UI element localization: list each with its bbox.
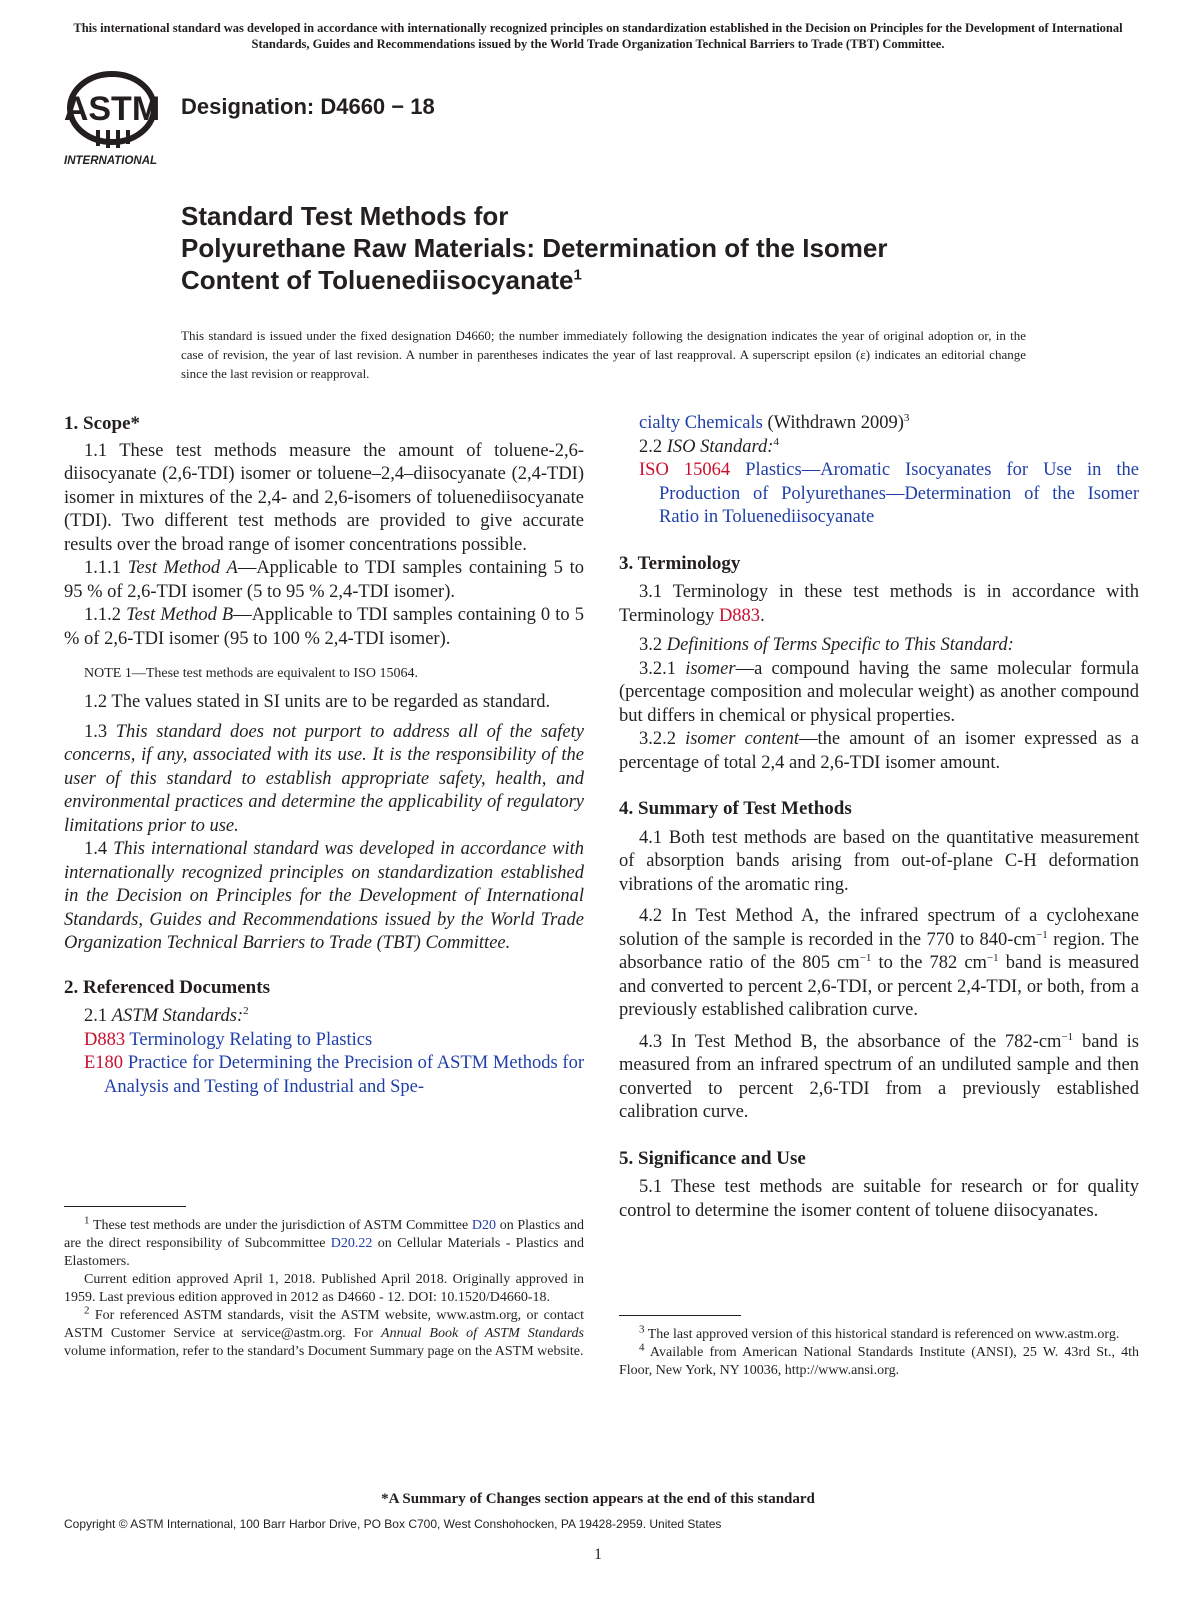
para-num: 3.2.1 <box>639 658 676 679</box>
para-num: 1.4 <box>84 839 108 859</box>
reference-e180-continued <box>619 412 1139 436</box>
para-text: to the 782 cm <box>878 953 987 973</box>
paragraph-5-1: 5.1 These test methods are suitable for research or for quality control to determine the isomer content of toluene diisocyanates. <box>619 1177 1139 1221</box>
footnote-text: volume information, refer to the standard’s Document Summary page on the ASTM website. <box>64 1344 584 1359</box>
logo-subtext: INTERNATIONAL <box>64 155 158 167</box>
top-notice: This international standard was developed in accordance with internationally recognized principles on standardization established in the Decision on Principles for the Development of International Standards, Guides and Recommendations issued by the World Trade Organization Technical Barriers to Trade (TBT) Committee. <box>73 21 1123 51</box>
paragraph-2-2 <box>619 436 1139 460</box>
para-italic: Test Method A <box>127 558 238 578</box>
para-text: 3.1 Terminology in these test methods is in accordance with Terminology <box>619 582 1139 626</box>
reference-d883[interactable] <box>64 1029 584 1053</box>
para-num: 1.3 <box>84 721 108 742</box>
footnote-text: These test methods are under the jurisdiction of ASTM Committee <box>92 1218 469 1233</box>
paragraph-1-3 <box>64 721 584 839</box>
title-line-1: Standard Test Methods for <box>181 201 509 231</box>
paragraph-3-2-1 <box>619 658 1139 729</box>
para-italic: This international standard was developed in accordance with internationally recognized principles on standardization established in the Decision on Principles for the Development of International Standards, Guides and Recommendations issued by the World Trade Organization Technical Barriers to Trade (TBT) Committee. <box>64 839 585 953</box>
reference-title-link[interactable]: Practice for Determining the Precision of ASTM Methods for Analysis and Testing of Industrial and Spe- <box>104 1053 584 1097</box>
paragraph-1-1: 1.1 These test methods measure the amount of toluene-2,6-diisocyanate (2,6-TDI) isomer or toluene–2,4–diisocyanate (2,4-TDI) isomer in mixtures of the 2,4- and 2,6-isomers of toluenediisocyanate (TDI). Two different test methods are provided to give accurate results over the broad range of isomer concentrations possible. <box>64 440 584 555</box>
footnote-mark: 1 <box>84 1214 90 1227</box>
reference-e180[interactable] <box>64 1052 584 1099</box>
footnote-ref: 3 <box>903 411 910 424</box>
para-num: 2.2 <box>639 436 663 457</box>
paragraph-4-1: 4.1 Both test methods are based on the quantitative measurement of absorption bands arising from out-of-plane C-H deformation vibrations of the aromatic ring. <box>619 827 1139 895</box>
footnotes-right <box>619 1323 1139 1380</box>
section-heading-terminology: 3. Terminology <box>619 552 741 574</box>
para-text: band is measured and converted to percent 2,6-TDI, or percent 2,4-TDI, or both, from a previously established calibration curve. <box>619 953 1139 1020</box>
paragraph-1-1-2 <box>64 604 584 651</box>
footnote-text: on Cellular Materials - Plastics and Elastomers. <box>64 1236 585 1269</box>
para-text: 4.3 In Test Method B, the absorbance of the 782-cm <box>639 1031 1062 1052</box>
note-1: NOTE 1—These test methods are equivalent to ISO 15064. <box>84 666 418 681</box>
paragraph-2-1 <box>64 1005 584 1029</box>
exponent: −1 <box>986 951 999 964</box>
footnote-italic: Annual Book of ASTM Standards <box>381 1326 584 1341</box>
para-italic: Test Method B <box>126 605 234 625</box>
exponent: −1 <box>1061 1030 1074 1043</box>
footnote-4 <box>619 1341 1139 1380</box>
reference-title-link[interactable]: cialty Chemicals <box>639 413 763 433</box>
para-italic: isomer <box>685 658 736 679</box>
logo-text: ASTM <box>63 90 161 128</box>
para-num: 3.2.2 <box>639 729 676 749</box>
para-italic: ASTM Standards: <box>111 1006 244 1026</box>
para-text: —Applicable to TDI samples containing 5 to 95 % of 2,6-TDI isomer (5 to 95 % 2,4-TDI isomer). <box>64 558 585 602</box>
exponent: −1 <box>859 951 872 964</box>
copyright: Copyright © ASTM International, 100 Barr Harbor Drive, PO Box C700, West Conshohocken, PA 19428-2959. United States <box>64 1517 722 1531</box>
paragraph-1-2: 1.2 The values stated in SI units are to be regarded as standard. <box>84 692 551 712</box>
footnote-ref: 2 <box>243 1004 249 1017</box>
para-italic: Definitions of Terms Specific to This Standard: <box>666 635 1014 655</box>
para-num: 1.1.2 <box>84 605 121 625</box>
footnote-text: For referenced ASTM standards, visit the ASTM website, www.astm.org, or contact ASTM Customer Service at service@astm.org. For <box>64 1308 584 1341</box>
document-title <box>181 200 888 296</box>
paragraph-3-2-2 <box>619 728 1139 775</box>
title-line-2: Polyurethane Raw Materials: Determination of the Isomer <box>181 233 888 263</box>
subcommittee-link[interactable]: D20.22 <box>330 1236 373 1251</box>
title-line-3 <box>181 264 888 296</box>
withdrawn-note: (Withdrawn 2009) <box>767 413 904 433</box>
footnote-mark: 4 <box>639 1341 645 1354</box>
footnote-1-edition: Current edition approved April 1, 2018. Published April 2018. Originally approved in 1959. Last previous edition approved in 2012 as D4660 - 12. DOI: 10.1520/D4660-18. <box>64 1272 584 1305</box>
para-text: —the amount of an isomer expressed as a percentage of total 2,4 and 2,6-TDI isomer amount. <box>619 729 1139 773</box>
title-line-3-text: Content of Toluenediisocyanate <box>181 265 574 295</box>
para-num: 3.2 <box>639 635 663 655</box>
designation: Designation: D4660 − 18 <box>181 94 435 119</box>
paragraph-3-2 <box>619 634 1139 658</box>
paragraph-3-1: 3.1 Terminology in these test methods is in accordance with Terminology D883. <box>619 582 1139 626</box>
para-num: 1.1.1 <box>84 558 121 578</box>
astm-logo-icon <box>62 68 170 168</box>
terminology-link[interactable]: D883 <box>718 605 761 626</box>
section-heading-scope: 1. Scope* <box>64 413 140 434</box>
footnote-text: on Plastics and are the direct responsibility of Subcommittee <box>64 1218 585 1251</box>
reference-code-link[interactable]: ISO 15064 <box>639 460 731 480</box>
para-text: band is measured from an infrared spectrum of an undiluted sample and then converted to percent 2,6-TDI from a previously established calibration curve. <box>619 1031 1139 1122</box>
para-num: 2.1 <box>84 1006 108 1026</box>
para-text: —Applicable to TDI samples containing 0 to 5 % of 2,6-TDI isomer (95 to 100 % 2,4-TDI isomer). <box>64 605 584 649</box>
reference-title-link[interactable]: Terminology Relating to Plastics <box>129 1029 373 1050</box>
footnote-mark: 2 <box>84 1304 90 1317</box>
paragraph-1-4 <box>64 838 584 956</box>
footnote-text: Available from American National Standards Institute (ANSI), 25 W. 43rd St., 4th Floor, New York, NY 10036, http://www.ansi.org. <box>619 1345 1139 1378</box>
footnote-3 <box>619 1323 1139 1344</box>
section-heading-referenced: 2. Referenced Documents <box>64 976 270 998</box>
footnote-rule-right <box>619 1315 741 1316</box>
footnote-1 <box>64 1214 585 1271</box>
paragraph-4-3 <box>619 1031 1139 1125</box>
footnote-rule-left <box>64 1206 186 1207</box>
issued-note: This standard is issued under the fixed designation D4660; the number immediately following the designation indicates the year of original adoption or, in the case of revision, the year of last revision. A number in parentheses indicates the year of last reapproval. A superscript epsilon (ε) indicates an editorial change since the last revision or reapproval. <box>181 328 1026 381</box>
exponent: −1 <box>1036 928 1048 941</box>
para-text: —a compound having the same molecular formula (percentage composition and molecular weight) as another compound but differs in chemical or physical properties. <box>619 658 1139 726</box>
para-text: 4.2 In Test Method A, the infrared spectrum of a cyclohexane solution of the sample is recorded in the 770 to 840-cm <box>619 906 1139 950</box>
footnote-ref: 4 <box>773 435 779 448</box>
footnote-mark: 3 <box>639 1323 645 1336</box>
page-number: 1 <box>594 1546 602 1563</box>
para-italic: ISO Standard: <box>666 436 774 457</box>
footnote-2 <box>64 1304 584 1361</box>
reference-code-link[interactable]: D883 <box>84 1029 126 1050</box>
reference-title-link[interactable]: Plastics—Aromatic Isocyanates for Use in the Production of Polyurethanes—Determination of the Isomer Ratio in Toluenediisocyanate <box>659 460 1139 527</box>
section-heading-summary: 4. Summary of Test Methods <box>619 798 852 819</box>
paragraph-4-2 <box>619 905 1139 1023</box>
summary-of-changes-note: *A Summary of Changes section appears at the end of this standard <box>381 1491 815 1507</box>
reference-iso15064[interactable] <box>619 459 1139 530</box>
title-footnote-mark: 1 <box>573 266 582 284</box>
left-column <box>64 412 584 1099</box>
astm-logo <box>62 68 170 168</box>
reference-code-link[interactable]: E180 <box>84 1053 124 1073</box>
footnote-text: The last approved version of this historical standard is referenced on www.astm.org. <box>647 1327 1120 1342</box>
section-heading-significance: 5. Significance and Use <box>619 1147 806 1169</box>
para-italic: isomer content <box>685 729 799 749</box>
para-text: region. The absorbance ratio of the 805 cm <box>619 929 1139 973</box>
footnotes-left <box>64 1214 585 1361</box>
committee-link[interactable]: D20 <box>471 1218 496 1233</box>
paragraph-1-1-1 <box>64 557 584 604</box>
right-column <box>619 412 1139 1223</box>
para-italic: This standard does not purport to address all of the safety concerns, if any, associated with its use. It is the responsibility of the user of this standard to establish appropriate safety, health, and environmental practices and determine the applicability of regulatory limitations prior to use. <box>64 721 584 836</box>
